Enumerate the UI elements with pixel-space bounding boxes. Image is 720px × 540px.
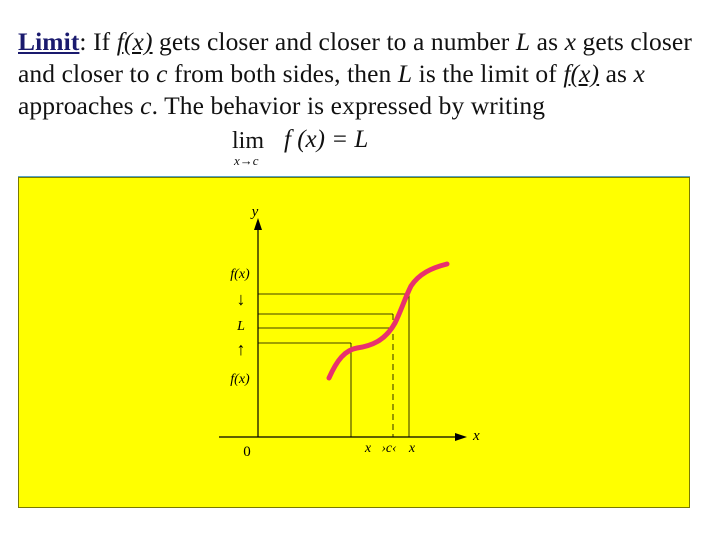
definition-x: x: [564, 27, 576, 56]
definition-fx: f(x): [116, 27, 153, 56]
formula-lim: lim: [232, 128, 265, 154]
function-curve: [329, 264, 447, 378]
definition-term: Limit: [18, 27, 80, 56]
x-left-label: x: [364, 441, 372, 456]
definition-text: gets closer and closer to: [18, 27, 692, 88]
fx-upper-label: f(x): [230, 267, 250, 282]
definition-text: approaches: [18, 91, 141, 120]
definition-text: gets closer and closer to a number: [152, 27, 516, 56]
L-label: L: [237, 319, 245, 334]
definition-text: as: [530, 27, 565, 56]
definition-text: from both sides, then: [167, 59, 398, 88]
c-approach-label: ›c‹: [381, 441, 397, 456]
formula-expression: f (x) = L: [284, 126, 369, 153]
limit-diagram: [19, 178, 691, 509]
definition-L: L: [515, 27, 531, 56]
arrow-down-icon: ↓: [236, 289, 246, 309]
formula-subscript: x→c: [234, 153, 259, 168]
limit-definition: [18, 26, 708, 122]
definition-x: x: [633, 59, 645, 88]
x-axis-label: x: [473, 428, 480, 444]
fx-lower-label: f(x): [230, 372, 250, 387]
origin-label: 0: [243, 444, 251, 460]
definition-text: as: [599, 59, 634, 88]
x-axis-arrowhead: [455, 433, 467, 441]
definition-text: : If: [79, 27, 117, 56]
definition-text: is the limit of: [412, 59, 564, 88]
definition-c: c: [140, 91, 152, 120]
definition-fx: f(x): [563, 59, 600, 88]
arrow-up-icon: ↑: [236, 339, 246, 359]
diagram-panel: [18, 177, 690, 508]
definition-text: . The behavior is expressed by writing: [151, 91, 546, 120]
definition-c: c: [156, 59, 168, 88]
y-axis-label: y: [251, 204, 259, 220]
x-right-label: x: [408, 441, 416, 456]
definition-L: L: [397, 59, 413, 88]
